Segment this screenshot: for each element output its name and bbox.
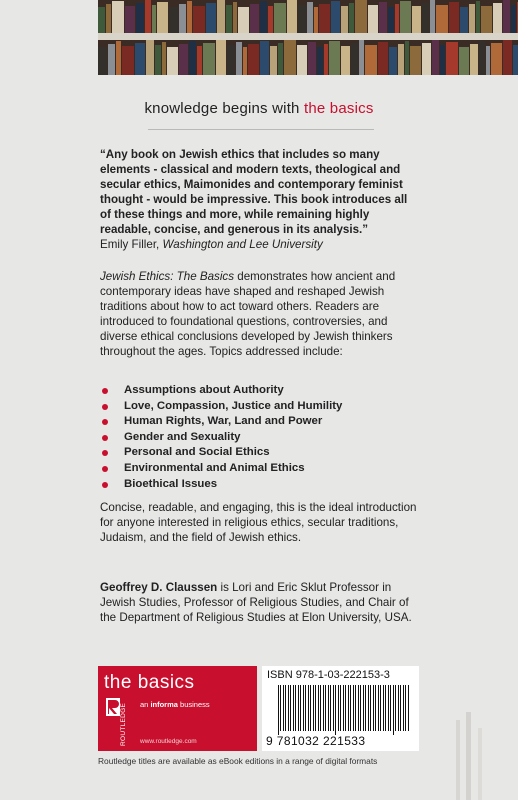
barcode-bar <box>308 685 309 731</box>
book-spine <box>329 41 340 75</box>
book-spine <box>203 43 215 75</box>
book-spine <box>152 5 156 33</box>
book-spine <box>274 3 286 33</box>
bullet-icon <box>102 482 108 488</box>
barcode-bar <box>318 685 319 731</box>
barcode-bar <box>373 685 374 731</box>
author-bio <box>100 580 424 625</box>
barcode-bar <box>390 685 391 731</box>
book-spine <box>351 43 358 75</box>
endorser-name: Emily Filler, <box>100 238 160 251</box>
bullet-icon <box>102 388 108 394</box>
barcode-bar <box>403 685 404 731</box>
book-spine <box>197 46 202 75</box>
book-spine <box>287 0 297 33</box>
barcode-bar <box>358 685 359 731</box>
book-spine <box>298 5 306 33</box>
barcode-bar <box>285 685 286 731</box>
book-spine <box>398 44 404 75</box>
book-spine <box>331 1 340 33</box>
barcode-bar <box>383 685 384 731</box>
barcode-bar <box>355 685 356 731</box>
book-spine <box>432 40 439 75</box>
book-spine <box>469 4 475 33</box>
barcode-bar <box>313 685 314 731</box>
book-spine <box>236 42 242 75</box>
barcode-bar <box>408 685 409 731</box>
barcode-bar <box>335 685 336 735</box>
barcode-bar <box>303 685 304 731</box>
book-spine <box>491 43 502 75</box>
barcode-bar <box>283 685 284 731</box>
book-spine <box>503 0 510 33</box>
ebook-footnote: Routledge titles are available as eBook editions in a range of digital formats <box>98 756 378 766</box>
book-spine <box>189 41 196 75</box>
barcode-bar <box>328 685 329 731</box>
barcode-bar <box>293 685 294 731</box>
barcode-bar <box>305 685 306 731</box>
publisher-name: ROUTLEDGE <box>120 702 127 746</box>
book-spine <box>193 6 205 33</box>
book-spine <box>145 0 151 33</box>
endorser-affiliation: Washington and Lee University <box>162 238 323 251</box>
book-spine <box>359 40 364 75</box>
book-spine <box>216 40 226 75</box>
informa-business-line: an informa business <box>140 700 210 709</box>
book-spine <box>238 7 249 33</box>
endorsement-attribution <box>100 237 420 252</box>
barcode-bar <box>295 685 296 731</box>
barcode-bar <box>353 685 354 731</box>
book-spine <box>278 43 283 75</box>
routledge-logo-icon <box>104 696 132 748</box>
barcode-bar <box>400 685 401 731</box>
book-spine <box>446 42 458 75</box>
barcode-bar <box>405 685 406 731</box>
book-spine <box>481 6 492 33</box>
book-spine <box>108 44 115 75</box>
barcode-bar <box>368 685 369 731</box>
divider <box>148 129 374 130</box>
book-spine <box>405 41 409 75</box>
barcode-bar <box>378 685 379 731</box>
book-spine <box>460 7 468 33</box>
topic-item: Love, Compassion, Justice and Humility <box>100 399 342 415</box>
barcode-box <box>262 666 419 751</box>
barcode-bar <box>375 685 376 731</box>
topic-item: Bioethical Issues <box>100 477 342 493</box>
topic-item: Gender and Sexuality <box>100 430 342 446</box>
barcode-bar <box>363 685 364 731</box>
barcode-bar <box>340 685 341 731</box>
book-spine <box>440 45 445 75</box>
barcode-bar <box>280 685 281 731</box>
book-spine <box>400 1 411 33</box>
publisher-website: www.routledge.com <box>140 738 197 745</box>
barcode-bar <box>298 685 299 731</box>
book-spine <box>155 45 161 75</box>
shelf-board <box>98 33 518 40</box>
book-spine <box>125 6 135 33</box>
barcode-bar <box>338 685 339 731</box>
book-spine <box>470 44 478 75</box>
barcode-bar <box>395 685 396 731</box>
book-spine <box>167 47 178 75</box>
book-spine <box>430 0 435 33</box>
bullet-icon <box>102 435 108 441</box>
book-spine <box>341 46 350 75</box>
shelf-row-bottom <box>98 40 518 75</box>
book-spine <box>479 41 485 75</box>
book-spine <box>379 2 387 33</box>
barcode-bar <box>350 685 351 731</box>
book-spine <box>226 5 232 33</box>
book-spine <box>217 0 225 33</box>
book-spine <box>162 42 166 75</box>
barcode-bar <box>278 685 279 735</box>
series-tagline <box>0 100 518 117</box>
author-name: Geoffrey D. Claussen <box>100 581 218 594</box>
book-spine <box>436 5 448 33</box>
book-spine <box>388 7 394 33</box>
book-spine <box>270 46 277 75</box>
book-spine <box>122 46 134 75</box>
book-spine <box>307 2 313 33</box>
barcode-bar <box>323 685 324 731</box>
closing-paragraph: Concise, readable, and engaging, this is the ideal introduction for anyone interested in religious ethics, secular traditions, Judaism, and the field of Jewish ethics. <box>100 501 417 544</box>
author-bio-text: is Lori and Eric Sklut Professor in Jewish Studies, Professor of Religious Studies, and Chair of the Department of Religious Studies at Elon University, USA. <box>100 581 412 624</box>
barcode-bar <box>393 685 394 735</box>
book-spine <box>389 47 397 75</box>
barcode-bar <box>290 685 291 731</box>
book-spine <box>157 2 168 33</box>
topic-item: Assumptions about Authority <box>100 383 342 399</box>
series-title: the basics <box>104 672 195 693</box>
book-spine <box>169 7 178 33</box>
barcode-digits: 9 781032 221533 <box>266 734 366 748</box>
description-text: demonstrates how ancient and contemporary ideas have shaped and reshaped Jewish traditions about how to act toward others. Readers are introduced to foundational questions, controversies, and diverse ethical conclusions developed by Jewish thinkers throughout the ages. Topics addressed include: <box>100 270 396 358</box>
book-spine <box>395 4 399 33</box>
book-spine <box>365 45 377 75</box>
book-spine <box>260 1 267 33</box>
barcode-bar <box>380 685 381 731</box>
book-spine <box>106 4 111 33</box>
spine-pattern <box>430 708 514 800</box>
book-spine <box>314 7 318 33</box>
barcode-bar <box>310 685 311 731</box>
book-spine <box>248 44 259 75</box>
book-spine <box>135 43 145 75</box>
endorsement-quote: “Any book on Jewish ethics that includes so many elements - classical and modern texts, theological and secular ethics, Maimonides and contemporary feminist thought - would be impressive. This book introduces all of these things and more, while remaining highly readable, concise, and generous in its analysis.” <box>100 148 408 236</box>
topic-item: Environmental and Animal Ethics <box>100 461 342 477</box>
book-spine <box>368 5 378 33</box>
barcode-bar <box>360 685 361 731</box>
book-spine <box>206 3 216 33</box>
bookshelf-photo <box>98 0 518 75</box>
barcode-bar <box>370 685 371 731</box>
barcode-bar <box>325 685 326 731</box>
book-spine <box>459 47 469 75</box>
book-spine <box>187 1 192 33</box>
barcode-bar <box>365 685 366 731</box>
bullet-icon <box>102 419 108 425</box>
barcode-bar <box>333 685 334 731</box>
topics-list <box>100 383 342 492</box>
topic-item: Personal and Social Ethics <box>100 445 342 461</box>
book-spine <box>268 6 273 33</box>
book-spine <box>513 45 518 75</box>
book-spine <box>486 46 490 75</box>
topic-item: Human Rights, War, Land and Power <box>100 414 342 430</box>
book-spine <box>378 42 388 75</box>
book-spine <box>233 2 237 33</box>
barcode-bar <box>388 685 389 731</box>
book-spine <box>116 41 121 75</box>
barcode-bar <box>345 685 346 731</box>
barcode-bar <box>348 685 349 731</box>
book-spine <box>146 40 154 75</box>
book-spine <box>260 41 269 75</box>
barcode-icon <box>276 685 414 735</box>
book-spine <box>349 3 354 33</box>
book-spine <box>449 2 459 33</box>
book-spine <box>179 44 188 75</box>
book-spine <box>412 6 421 33</box>
book-spine <box>422 43 431 75</box>
book-spine <box>511 5 516 33</box>
book-spine <box>410 46 421 75</box>
isbn-label: ISBN 978-1-03-222153-3 <box>267 669 390 681</box>
barcode-bar <box>385 685 386 731</box>
book-spine <box>308 42 316 75</box>
book-description <box>100 269 424 359</box>
book-spine <box>355 0 367 33</box>
book-title: Jewish Ethics: The Basics <box>100 270 235 283</box>
book-spine <box>324 44 328 75</box>
barcode-bar <box>300 685 301 731</box>
book-spine <box>179 4 186 33</box>
tagline-accent: the basics <box>303 100 374 117</box>
book-spine <box>243 47 247 75</box>
book-spine <box>98 7 105 33</box>
barcode-bar <box>315 685 316 731</box>
book-spine <box>341 6 348 33</box>
book-spine <box>250 4 259 33</box>
book-spine <box>476 1 480 33</box>
series-logo-panel <box>98 666 257 751</box>
book-spine <box>136 3 144 33</box>
book-spine <box>317 47 323 75</box>
book-spine <box>98 47 107 75</box>
book-spine <box>297 45 307 75</box>
bullet-icon <box>102 450 108 456</box>
barcode-bar <box>288 685 289 731</box>
book-spine <box>422 3 429 33</box>
bullet-icon <box>102 404 108 410</box>
book-spine <box>503 40 512 75</box>
book-spine <box>319 4 330 33</box>
barcode-bar <box>320 685 321 731</box>
barcode-bar <box>330 685 331 731</box>
book-spine <box>112 1 124 33</box>
shelf-row-top <box>98 0 518 33</box>
barcode-bar <box>343 685 344 731</box>
book-spine <box>493 3 502 33</box>
book-spine <box>284 40 296 75</box>
book-spine <box>227 45 235 75</box>
barcode-bar <box>398 685 399 731</box>
tagline-prefix: knowledge begins with <box>144 100 300 117</box>
bullet-icon <box>102 466 108 472</box>
